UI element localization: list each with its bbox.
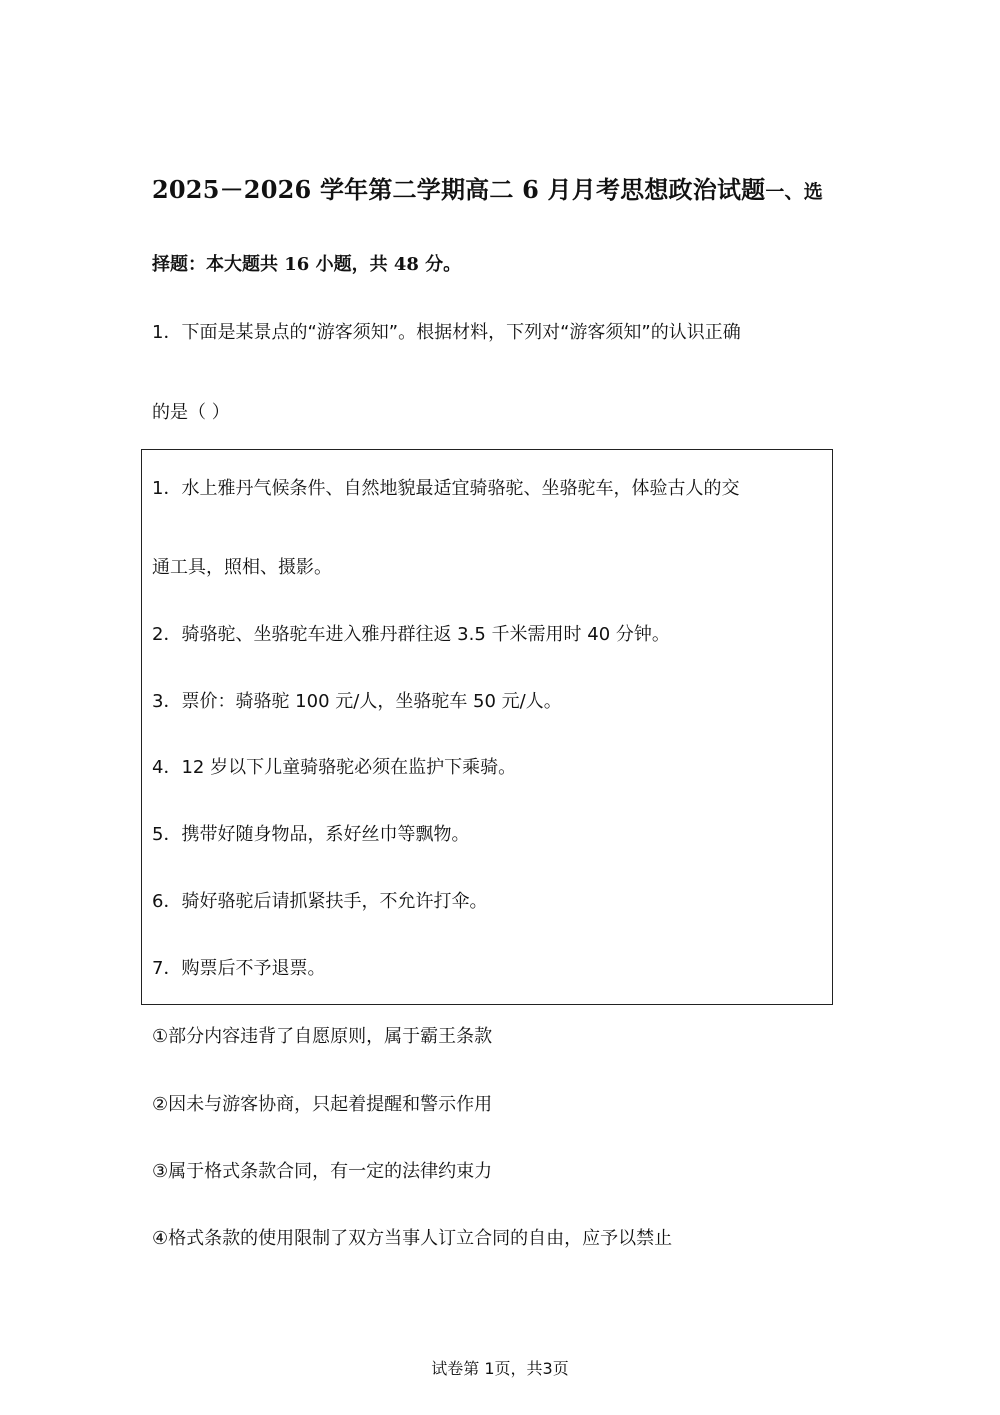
answer-option-4: ④格式条款的使用限制了双方当事人订立合同的自由，应予以禁止 [152, 1228, 673, 1249]
exam-title [152, 170, 823, 205]
question-stem-line-2: 的是（ ） [152, 402, 230, 423]
notice-line: 4．12 岁以下儿童骑骆驼必须在监护下乘骑。 [152, 757, 517, 778]
notice-line: 1．水上雅丹气候条件、自然地貌最适宜骑骆驼、坐骆驼车，体验古人的交 [152, 478, 740, 499]
notice-line: 3．票价：骑骆驼 100 元/人，坐骆驼车 50 元/人。 [152, 691, 562, 712]
notice-line: 6．骑好骆驼后请抓紧扶手，不允许打伞。 [152, 891, 488, 912]
visitor-notice-box [141, 449, 833, 1005]
notice-line: 通工具，照相、摄影。 [152, 557, 332, 578]
notice-line: 2．骑骆驼、坐骆驼车进入雅丹群往返 3.5 千米需用时 40 分钟。 [152, 624, 670, 645]
notice-line: 5．携带好随身物品，系好丝巾等飘物。 [152, 824, 470, 845]
page-footer: 试卷第 1页，共3页 [431, 1359, 569, 1378]
exam-title-tail: 一、选 [765, 181, 823, 203]
exam-title-main: 2025－2026 学年第二学期高二 6 月月考思想政治试题 [152, 175, 766, 204]
notice-line: 7．购票后不予退票。 [152, 958, 326, 979]
answer-option-2: ②因未与游客协商，只起着提醒和警示作用 [152, 1094, 493, 1115]
question-stem-line-1: 1．下面是某景点的“游客须知”。根据材料，下列对“游客须知”的认识正确 [152, 322, 741, 343]
answer-option-1: ①部分内容违背了自愿原则，属于霸王条款 [152, 1026, 493, 1047]
section-heading: 择题：本大题共 16 小题，共 48 分。 [152, 254, 462, 275]
answer-option-3: ③属于格式条款合同，有一定的法律约束力 [152, 1161, 493, 1182]
